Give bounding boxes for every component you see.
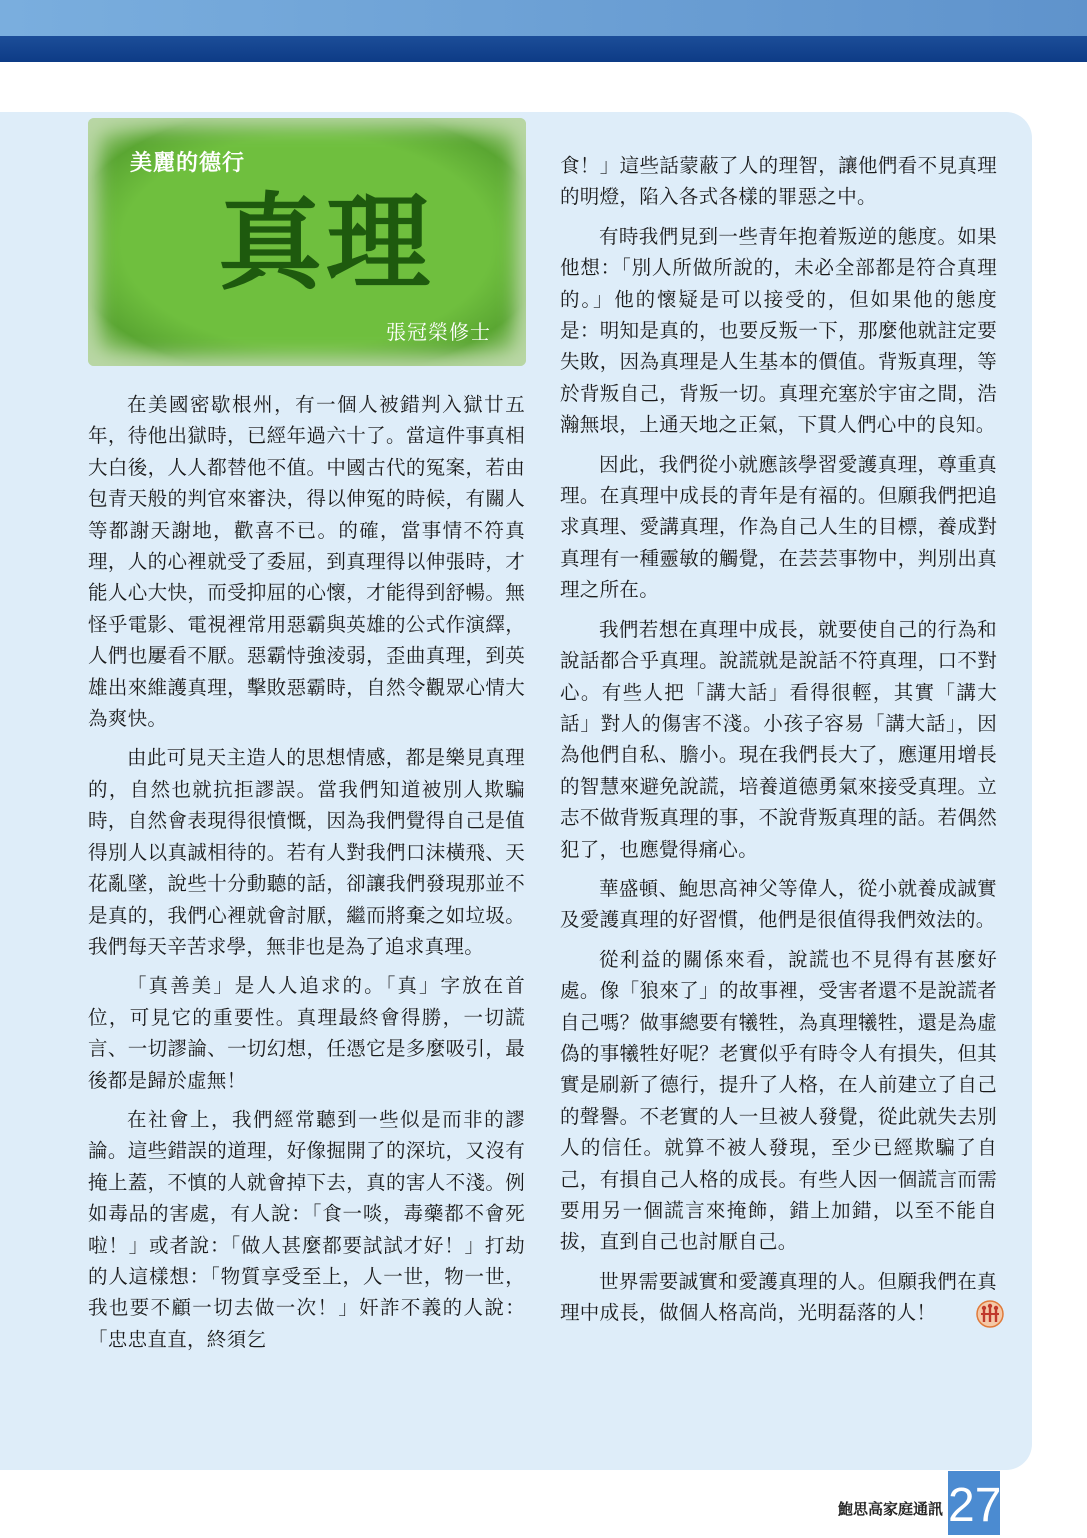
left-column (88, 389, 525, 1363)
final-paragraph (560, 1266, 997, 1329)
series-label: 美麗的德行 (130, 151, 246, 176)
paragraph: 由此可見天主造人的思想情感，都是樂見真理的，自然也就抗拒謬誤。當我們知道被別人欺騙時，自然會表現得很憤慨，因為我們覺得自己是值得別人以真誠相待的。若有人對我們口沫橫飛、天花亂墜，說些十分動聽的話，卻讓我們發現那並不是真的，我們心裡就會討厭，繼而將棄之如垃圾。我們每天辛苦求學，無非也是為了追求真理。 (88, 746, 525, 958)
paragraph: 「真善美」是人人追求的。「真」字放在首位，可見它的重要性。真理最終會得勝，一切謊言、一切謬論、一切幻想，任憑它是多麼吸引，最後都是歸於虛無！ (88, 974, 525, 1092)
paragraph: 在社會上，我們經常聽到一些似是而非的謬論。這些錯誤的道理，好像掘開了的深坑，又沒有掩上蓋，不慎的人就會掉下去，真的害人不淺。例如毒品的害處，有人說：「食一啖，毒藥都不會死啦！」或者說：「做人甚麼都要試試才好！」打劫的人這樣想：「物質享受至上，人一世，物一世，我也要不顧一切去做一次！」奸詐不義的人說：「忠忠直直，終須乞 (88, 1107, 525, 1351)
final-paragraph-text: 世界需要誠實和愛護真理的人。但願我們在真理中成長，做個人格高尚，光明磊落的人！ (560, 1269, 997, 1325)
paragraph-continuation: 食！」這些話蒙蔽了人的理智，讓他們看不見真理的明燈，陷入各式各樣的罪惡之中。 (560, 154, 997, 209)
publication-name: 鮑思高家庭通訊 (838, 1500, 944, 1518)
author-name: 張冠榮修士 (386, 320, 491, 344)
article-title: 真理 (218, 181, 435, 304)
top-banner (0, 0, 1087, 62)
paragraph: 從利益的關係來看，說謊也不見得有甚麼好處。像「狼來了」的故事裡，受害者還不是說謊者自己嗎？做事總要有犧牲，為真理犧牲，還是為虛偽的事犧牲好呢？老實似乎有時令人有損失，但其實是刷新了德行，提升了人格，在人前建立了自己的聲譽。不老實的人一旦被人發覺，從此就失去別人的信任。就算不被人發現，至少已經欺騙了自己，有損自己人格的成長。有些人因一個謊言而需要用另一個謊言來掩飾，錯上加錯，以至不能自拔，直到自己也討厭自己。 (560, 947, 997, 1254)
paragraph: 華盛頓、鮑思高神父等偉人，從小就養成誠實及愛護真理的好習慣，他們是很值得我們效法的。 (560, 876, 997, 932)
paragraph: 有時我們見到一些青年抱着叛逆的態度。如果他想：「別人所做所說的，未必全部都是符合真理的。」他的懷疑是可以接受的，但如果他的態度是：明知是真的，也要反叛一下，那麼他就註定要失敗，因為真理是人生基本的價值。背叛真理，等於背叛自己，背叛一切。真理充塞於宇宙之間，浩瀚無垠，上通天地之正氣，下貫人們心中的良知。 (560, 224, 997, 437)
paragraph: 在美國密歇根州，有一個人被錯判入獄廿五年，待他出獄時，已經年過六十了。當這件事真相大白後，人人都替他不值。中國古代的冤案，若由包青天般的判官來審決，得以伸冤的時候，有關人等都謝天謝地，歡喜不已。的確，當事情不符真理，人的心裡就受了委屈，到真理得以伸張時，才能人心大快，而受抑屈的心懷，才能得到舒暢。無怪乎電影、電視裡常用惡霸與英雄的公式作演繹，人們也屢看不厭。惡霸恃強淩弱，歪曲真理，到英雄出來維護真理，擊敗惡霸時，自然令觀眾心情大為爽快。 (88, 393, 525, 731)
right-column (560, 150, 997, 1337)
paragraph: 因此，我們從小就應該學習愛護真理，尊重真理。在真理中成長的青年是有福的。但願我們把追求真理、愛講真理，作為自己人生的目標，養成對真理有一種靈敏的觸覺，在芸芸事物中，判別出真理之所在。 (560, 452, 997, 602)
paragraph: 我們若想在真理中成長，就要使自己的行為和說話都合乎真理。說謊就是說話不符真理，口不對心。有些人把「講大話」看得很輕，其實「講大話」對人的傷害不淺。小孩子容易「講大話」，因為他們自私、膽小。現在我們長大了，應運用增長的智慧來避免說謊，培養道德勇氣來接受真理。立志不做背叛真理的事，不說背叛真理的話。若偶然犯了，也應覺得痛心。 (560, 617, 997, 861)
page-number: 27 (948, 1479, 1002, 1532)
salesian-logo-icon (936, 1299, 966, 1329)
